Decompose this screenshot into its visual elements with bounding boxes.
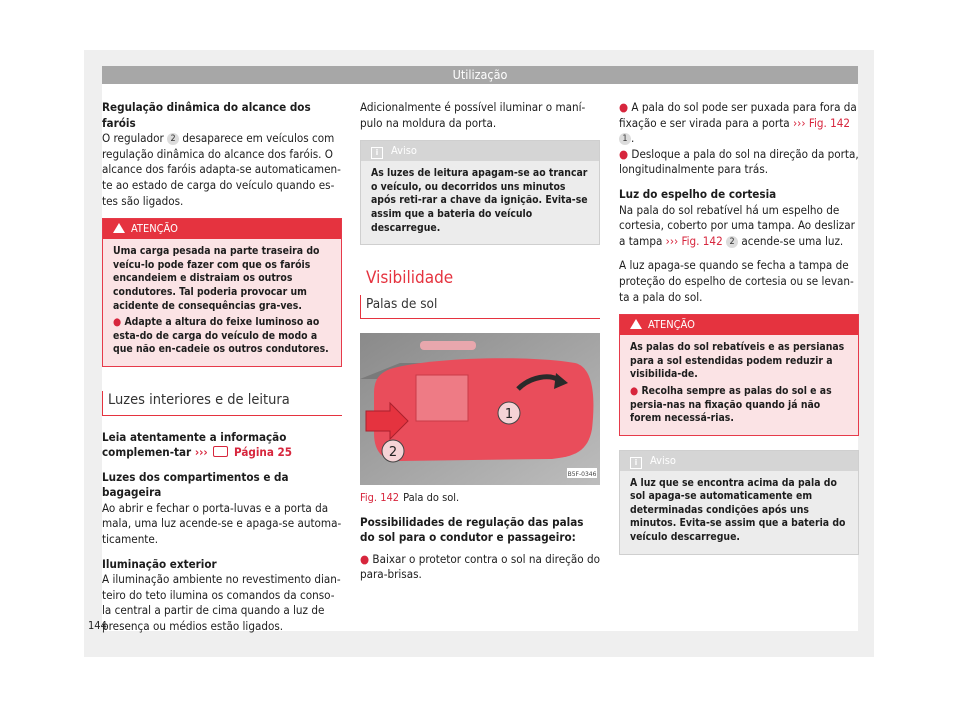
heading: Luzes dos compartimentos e da bagageira bbox=[102, 469, 289, 500]
figure-code: B5F-0346 bbox=[567, 471, 597, 479]
book-icon bbox=[213, 446, 228, 457]
info-icon: i bbox=[630, 457, 642, 469]
section-heading: Palas de sol bbox=[360, 297, 600, 320]
info-text: As luzes de leitura apagam-se ao trancar o veículo, ou decorridos uns minutos após reti-rar a chave da ignição. Evita-se assim que a bateria do veículo descarregue. bbox=[371, 167, 588, 234]
read-more: Leia atentamente a informação complemen-tar ››› Página 25 bbox=[102, 429, 293, 460]
figure-link[interactable]: ››› Fig. 142 bbox=[793, 115, 851, 130]
warning-box bbox=[102, 218, 342, 367]
warning-title: ATENÇÃO bbox=[131, 222, 178, 236]
callout-1: 1 bbox=[504, 407, 514, 423]
info-title: Aviso bbox=[650, 453, 676, 467]
warning-bullet: ● Adapte a altura do feixe luminoso ao esta-do de carga do veículo de modo a que não en-cadeie os outros condutores. bbox=[113, 316, 329, 356]
page-link[interactable]: Página 25 bbox=[234, 445, 293, 460]
paragraph: Na pala do sol rebatível há um espelho de cortesia, coberto por uma tampa. Ao deslizar a tampa ››› Fig. 142 2 acende-se uma luz. bbox=[619, 202, 855, 248]
warning-text: Uma carga pesada na parte traseira do veícu-lo pode fazer com que os faróis encandeiem e distraiam os outros condutores. Tal poderia provocar um acidente de consequências gra-ves. bbox=[113, 245, 320, 312]
heading: Iluminação exterior bbox=[102, 556, 217, 571]
paragraph: Ao abrir e fechar o porta-luvas e a porta da mala, uma luz acende-se e apaga-se automa-ticamente. bbox=[102, 500, 342, 547]
warning-icon bbox=[630, 319, 642, 329]
heading: Luz do espelho de cortesia bbox=[619, 186, 777, 201]
heading: Regulação dinâmica do alcance dos faróis bbox=[102, 100, 311, 130]
column-1 bbox=[102, 100, 342, 644]
visor-shape bbox=[374, 359, 593, 462]
figure-caption: Fig. 142 Pala do sol. bbox=[360, 490, 460, 504]
sun-visor-figure bbox=[360, 333, 600, 485]
info-icon: i bbox=[371, 147, 383, 159]
paragraph: Adicionalmente é possível iluminar o maní-pulo na moldura da porta. bbox=[360, 100, 586, 130]
paragraph: A luz apaga-se quando se fecha a tampa de proteção do espelho de cortesia ou se levan-ta a pala do sol. bbox=[619, 258, 854, 304]
chapter-heading: Visibilidade bbox=[366, 268, 454, 289]
paragraph: O regulador 2 desaparece em veículos com regulação dinâmica do alcance dos faróis. O alcance dos faróis adapta-se automaticamen-te ao estado de carga do veículo quando es-tes são ligados. bbox=[102, 131, 341, 208]
section-heading: Luzes interiores e de leitura bbox=[102, 381, 342, 416]
heading: Possibilidades de regulação das palas do sol para o condutor e passageiro: bbox=[360, 514, 584, 545]
bullet-item: ● A pala do sol pode ser puxada para fora da fixação e ser virada para a porta ››› Fig. 142 1 . bbox=[619, 100, 857, 146]
bullet-item: ● Baixar o protetor contra o sol na direção do para-brisas. bbox=[360, 551, 600, 582]
warning-text: As palas do sol rebatíveis e as persianas para a sol estendidas podem reduzir a visibilida-de. bbox=[630, 341, 845, 381]
warning-bullet: ● Recolha sempre as palas do sol e as persia-nas na fixação quando já não forem necessá-rias. bbox=[630, 384, 832, 425]
figure-link[interactable]: ››› Fig. 142 bbox=[665, 233, 723, 248]
paragraph: A iluminação ambiente no revestimento dian-teiro do teto ilumina os comandos da conso-la central a partir de cima quando a luz de presença ou médios estão ligados. bbox=[102, 572, 341, 634]
info-box bbox=[360, 140, 600, 245]
bullet-item: ● Desloque a pala do sol na direção da porta, longitudinalmente para trás. bbox=[619, 146, 859, 177]
page-header: Utilização bbox=[102, 66, 858, 84]
warning-box bbox=[619, 314, 859, 436]
info-title: Aviso bbox=[391, 144, 417, 158]
column-2 bbox=[360, 100, 600, 592]
warning-icon bbox=[113, 223, 125, 233]
info-box bbox=[619, 450, 859, 555]
callout-2: 2 bbox=[388, 445, 398, 461]
page-number: 144 bbox=[88, 619, 107, 632]
column-3 bbox=[619, 100, 859, 569]
callout-number: 2 bbox=[167, 133, 179, 145]
warning-title: ATENÇÃO bbox=[648, 318, 695, 332]
info-text: A luz que se encontra acima da pala do sol apaga-se automaticamente em determinadas condições após uns minutos. Evita-se assim que a bateria do veículo descarregue. bbox=[630, 476, 846, 544]
